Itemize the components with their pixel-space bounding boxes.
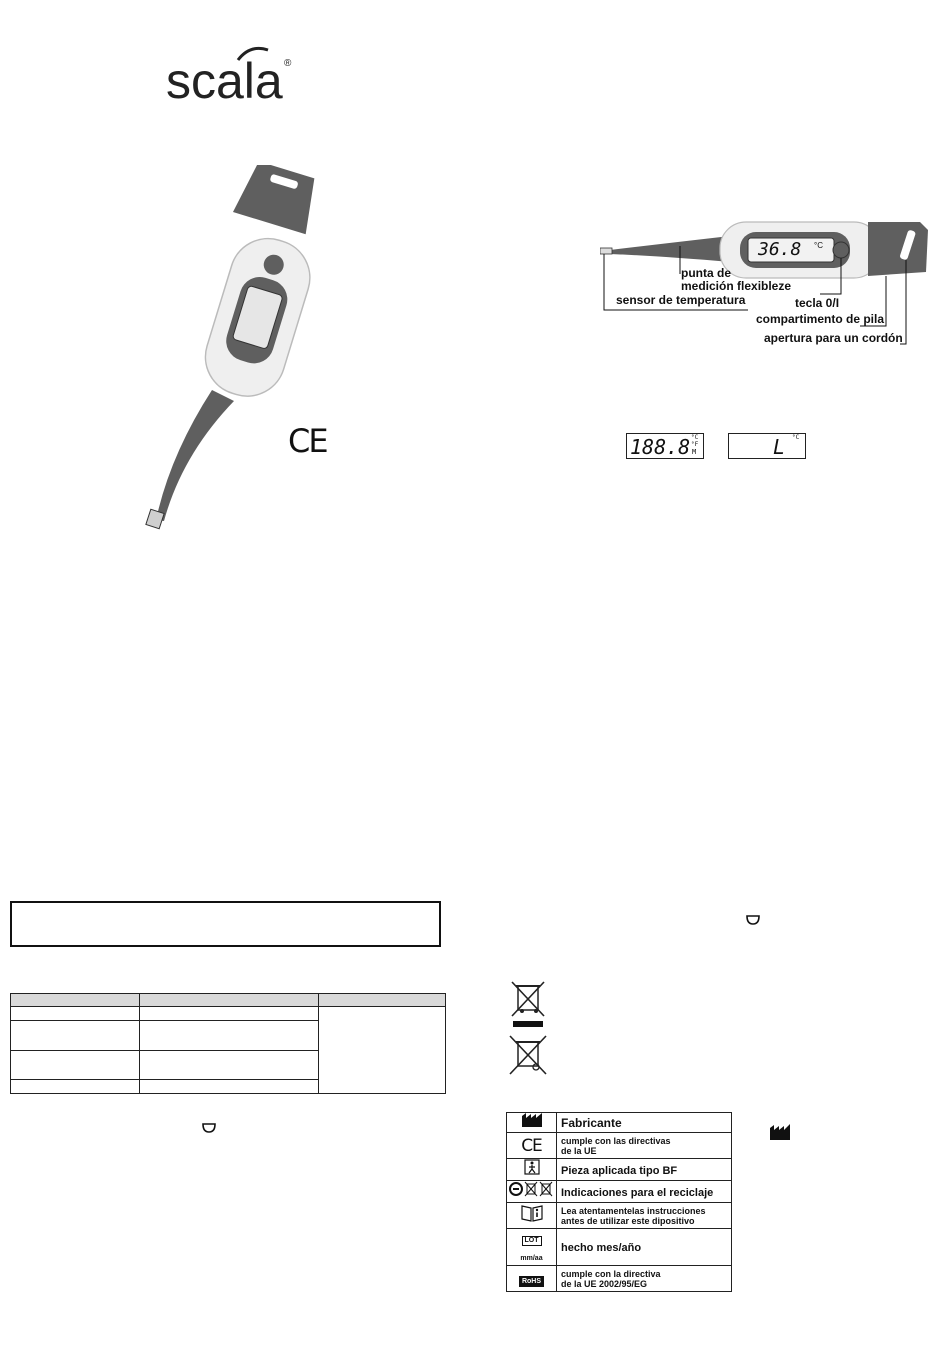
spec-cell [11,1080,140,1094]
label-sensor: sensor de temperatura [616,293,746,307]
lcd-low-display [728,433,806,459]
symbol-text: Indicaciones para el reciclaje [561,1186,714,1199]
weee-battery-bin-icon [508,1034,548,1081]
symbol-text: cumple con la directiva de la UE 2002/95/EG [561,1268,661,1289]
svg-text:®: ® [284,58,292,69]
lcd-full-sub1: °F [691,441,699,448]
spec-header-cell [319,994,446,1007]
ce-mark: CE [288,422,327,460]
ce-icon: CE [507,1133,557,1159]
scala-logo [160,40,300,110]
symbol-row [507,1203,732,1229]
spec-header-cell [140,994,319,1007]
lcd-full-sub2: M [692,448,697,456]
bf-part-icon [507,1159,557,1181]
symbol-row [507,1266,732,1292]
lcd-full-digits: 188.8 [630,435,691,459]
lcd-full-display [626,433,704,459]
spec-cell [140,1007,319,1021]
manufacturer-icon [507,1113,557,1133]
lot-icon: LOT mm/aa [507,1229,557,1266]
manufacturer-icon [769,1124,791,1145]
display-value: 36.8 [758,239,802,260]
symbol-row [507,1133,732,1159]
spec-cell [11,1007,140,1021]
recycling-icon [507,1181,557,1203]
label-tip: punta de medición flexibleze [681,266,792,293]
label-cord: apertura para un cordón [764,331,903,345]
symbol-text: Lea atentamentelas instrucciones antes de utilizar este dipositivo [561,1205,706,1226]
spec-cell [140,1021,319,1051]
spec-table [10,993,446,1094]
spec-cell [319,1007,446,1094]
display-unit: °C [814,241,823,250]
label-button: tecla 0/I [795,296,840,310]
symbol-row [507,1113,732,1133]
spec-header-cell [11,994,140,1007]
rohs-icon: RoHS [507,1266,557,1292]
symbol-text: Fabricante [561,1115,622,1130]
spec-cell [11,1051,140,1080]
warning-box [10,901,441,947]
symbol-row [507,1229,732,1266]
symbols-table [506,1112,732,1292]
svg-text:scala: scala [166,53,283,109]
lcd-full-unit: °C [691,434,699,441]
spec-cell [140,1080,319,1094]
read-instructions-icon [507,1203,557,1229]
symbol-text: hecho mes/año [561,1242,642,1254]
symbol-row [507,1181,732,1203]
battery-cover-icon [746,912,760,930]
lcd-low-digits: L [773,435,786,459]
battery-cover-icon [202,1120,216,1138]
label-battery: compartimento de pila [756,312,885,326]
symbol-row [507,1159,732,1181]
thermometer-illustration [130,165,330,535]
spec-cell [140,1051,319,1080]
weee-bin-icon [510,980,546,1033]
spec-cell [11,1021,140,1051]
lcd-low-unit: °C [792,434,800,441]
symbol-text: cumple con las directivas de la UE [561,1135,671,1156]
symbol-text: Pieza aplicada tipo BF [561,1164,678,1177]
